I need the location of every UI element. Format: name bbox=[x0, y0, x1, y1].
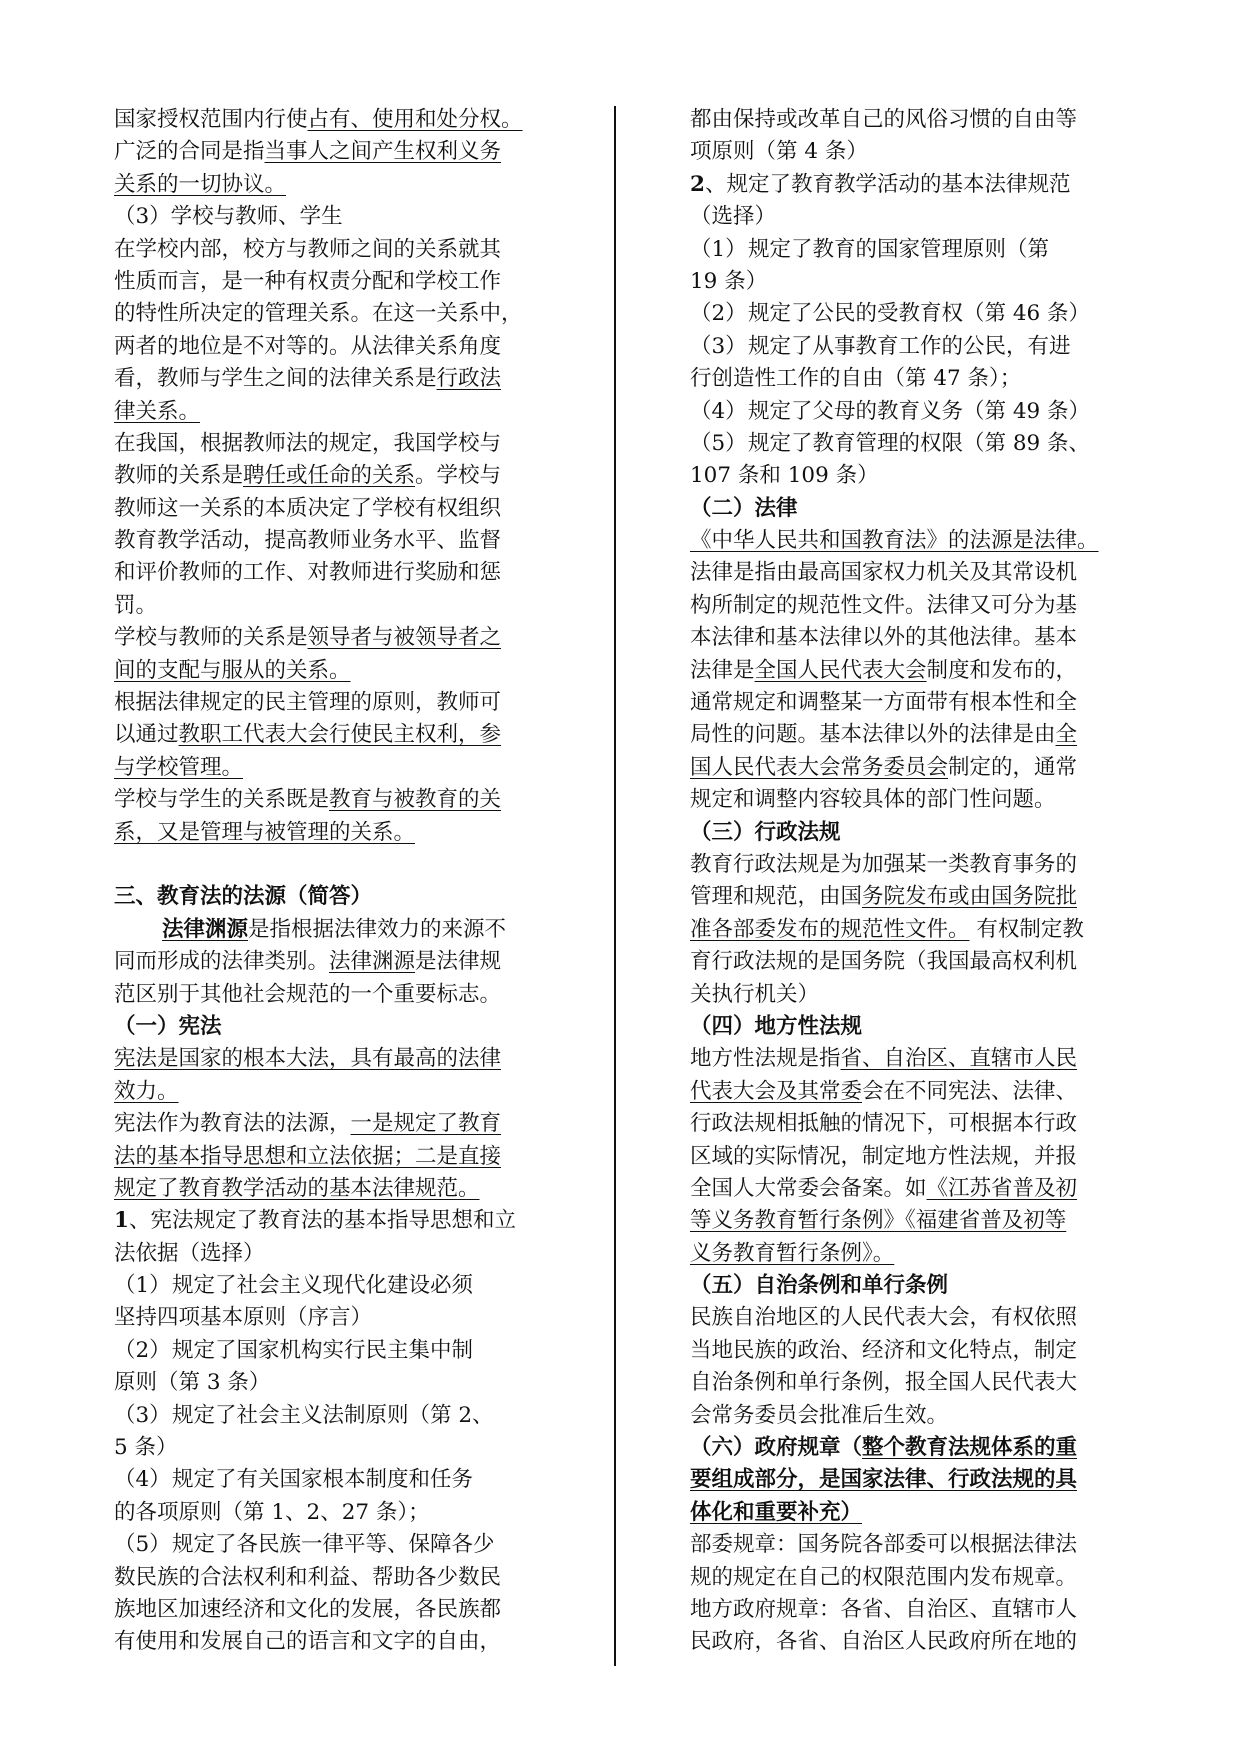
law-source-statement: 《中华人民共和国教育法》的法源是法律。 bbox=[690, 528, 1099, 554]
right-column bbox=[690, 104, 1136, 1659]
list-item: （2）规定了公民的受教育权（第 46 条） bbox=[690, 301, 1091, 327]
paragraph-law-definition: 法律是指由最高国家权力机关及其常设机 构所制定的规范性文件。法律又可分为基 本法律和基本法律以外的其他法律。基本 法律是全国人民代表大会制度和发布的， 通常规定和调整某一方面带有根本性和全 局性的问题。基本法律以外的法律是由全 国人民代表大会常务委员会制定的，通常 规定和调整内容较具体的部门性问题。 bbox=[690, 560, 1078, 813]
paragraph-ownership: 国家授权范围内行使占有、使用和处分权。 广泛的合同是指当事人之间产生权利义务 关系的一切协议。 bbox=[114, 107, 523, 197]
list-item: （4）规定了有关国家根本制度和任务 的各项原则（第 1、2、27 条）； bbox=[114, 1467, 474, 1525]
paragraph-democratic-management: 根据法律规定的民主管理的原则，教师可 以通过教职工代表大会行使民主权利，参 与学校管理。 bbox=[114, 690, 502, 780]
paragraph-school-student: 学校与学生的关系既是教育与被教育的关 系，又是管理与被管理的关系。 bbox=[114, 787, 502, 845]
heading-autonomous-regulations: （五）自治条例和单行条例 bbox=[690, 1273, 949, 1299]
heading-administrative-regulations: （三）行政法规 bbox=[690, 819, 841, 845]
paragraph-constitution-role: 宪法作为教育法的法源，一是规定了教育 法的基本指导思想和立法依据；二是直接 规定了教育教学活动的基本法律规范。 bbox=[114, 1111, 502, 1201]
list-item: （1）规定了社会主义现代化建设必须 坚持四项基本原则（序言） bbox=[114, 1273, 474, 1331]
heading-law: （二）法律 bbox=[690, 495, 798, 521]
list-item: （2）规定了国家机构实行民主集中制 原则（第 3 条） bbox=[114, 1337, 474, 1396]
heading-constitution: （一）宪法 bbox=[114, 1013, 222, 1039]
list-item-guiding-ideology: 1、宪法规定了教育法的基本指导思想和立 法依据（选择） bbox=[114, 1208, 516, 1266]
paragraph-legal-origin: 法律渊源是指根据法律效力的来源不 同而形成的法律类别。法律渊源是法律规 范区别于其他社会规范的一个重要标志。 bbox=[114, 916, 507, 1007]
list-item: （3）规定了从事教育工作的公民，有进 行创造性工作的自由（第 47 条）； bbox=[690, 333, 1071, 392]
paragraph-government-rules: 部委规章：国务院各部委可以根据法律法 规的规定在自己的权限范围内发布规章。 地方政府规章：各省、自治区、直辖市人 民政府，各省、自治区人民政府所在地的 bbox=[690, 1532, 1078, 1655]
list-item-basic-norms: 2、规定了教育教学活动的基本法律规范 （选择） bbox=[690, 171, 1071, 230]
paragraph-leader-relation: 学校与教师的关系是领导者与被领导者之 间的支配与服从的关系。 bbox=[114, 625, 502, 683]
paragraph-constitution-definition: 宪法是国家的根本大法，具有最高的法律 效力。 bbox=[114, 1046, 502, 1104]
paragraph-continuation: 都由保持或改革自己的风俗习惯的自由等 项原则（第 4 条） bbox=[690, 107, 1078, 165]
list-item: （1）规定了教育的国家管理原则（第 19 条） bbox=[690, 236, 1050, 294]
section-heading-legal-sources: 三、教育法的法源（简答） bbox=[114, 884, 373, 910]
left-column bbox=[114, 104, 560, 1659]
paragraph-teacher-law: 在我国，根据教师法的规定，我国学校与 教师的关系是聘任或任命的关系。学校与 教师这一关系的本质决定了学校有权组织 教育教学活动，提高教师业务水平、监督 和评价教师的工作、对教师进行奖励和惩 罚。 bbox=[114, 430, 502, 618]
list-item: （5）规定了教育管理的权限（第 89 条、 107 条和 109 条） bbox=[690, 430, 1091, 489]
list-item: （3）规定了社会主义法制原则（第 2、 5 条） bbox=[114, 1402, 494, 1461]
paragraph-administrative-regulations: 教育行政法规是为加强某一类教育事务的 管理和规范，由国务院发布或由国务院批 准各部委发布的规范性文件。 有权制定教 育行政法规的是国务院（我国最高权利机 关执行机关） bbox=[690, 851, 1084, 1007]
list-item: （4）规定了父母的教育义务（第 49 条） bbox=[690, 398, 1091, 424]
heading-local-regulations: （四）地方性法规 bbox=[690, 1013, 863, 1039]
heading-government-rules: （六）政府规章（整个教育法规体系的重 要组成部分，是国家法律、行政法规的具 体化和重要补充） bbox=[690, 1435, 1078, 1525]
paragraph-autonomous-regulations: 民族自治地区的人民代表大会，有权依照 当地民族的政治、经济和文化特点，制定 自治条例和单行条例，报全国人民代表大 会常务委员会批准后生效。 bbox=[690, 1305, 1078, 1428]
list-item: （5）规定了各民族一律平等、保障各少 数民族的合法权利和利益、帮助各少数民 族地区加速经济和文化的发展，各民族都 有使用和发展自己的语言和文字的自由， bbox=[114, 1532, 502, 1655]
subheading-school-teacher-student: （3）学校与教师、学生 bbox=[114, 204, 343, 230]
column-divider bbox=[614, 106, 616, 1666]
paragraph-school-internal: 在学校内部，校方与教师之间的关系就其 性质而言，是一种有权责分配和学校工作 的特性所决定的管理关系。在这一关系中， 两者的地位是不对等的。从法律关系角度 看，教师与学生之间的法律关系是行政法 律关系。 bbox=[114, 236, 523, 424]
paragraph-local-regulations: 地方性法规是指省、自治区、直辖市人民 代表大会及其常委会在不同宪法、法律、 行政法规相抵触的情况下，可根据本行政 区域的实际情况，制定地方性法规，并报 全国人大常委会备案。如《江苏省普及初 等义务教育暂行条例》《福建省普及初等 义务教育暂行条例》。 bbox=[690, 1046, 1078, 1266]
